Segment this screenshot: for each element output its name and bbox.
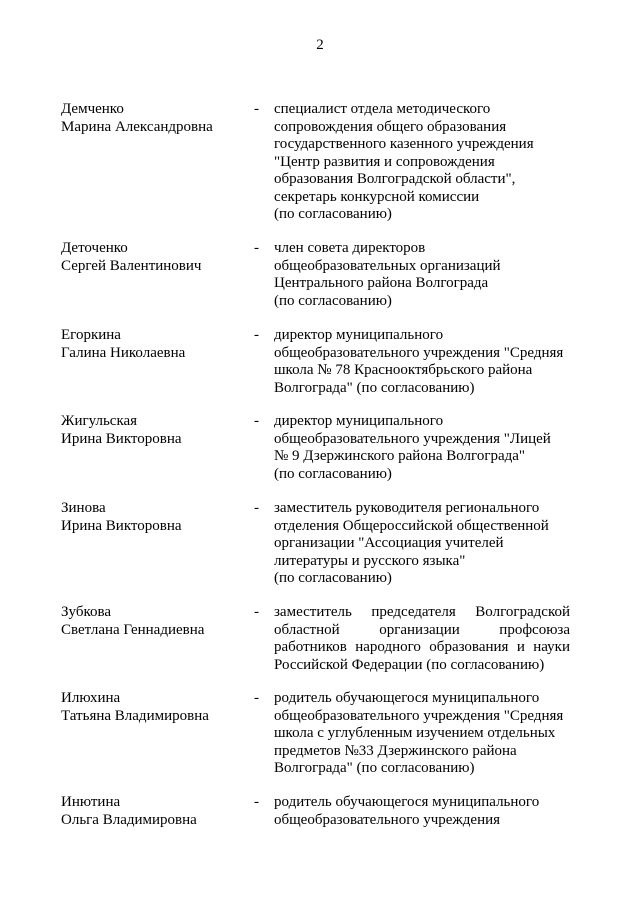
- description-line: член совета директоров: [274, 240, 426, 256]
- member-description: [274, 101, 570, 224]
- description-line: № 9 Дзержинского района Волгограда": [274, 448, 526, 464]
- separator-dash: -: [254, 101, 259, 117]
- member-given-names: Ирина Викторовна: [61, 430, 182, 447]
- description-line: школа с углубленным изучением отдельных: [274, 725, 556, 741]
- member-name: [61, 101, 241, 136]
- description-line: общеобразовательного учреждения: [274, 811, 501, 828]
- member-surname: Жигульская: [61, 413, 138, 429]
- description-line: заместитель руководителя регионального: [274, 500, 540, 516]
- description-line: государственного казенного учреждения: [274, 136, 534, 152]
- description-line: "Центр развития и сопровождения: [274, 153, 495, 170]
- member-description: [274, 794, 570, 829]
- member-name: [61, 240, 241, 275]
- member-description: [274, 327, 570, 397]
- separator-dash: -: [254, 413, 259, 429]
- member-description: [274, 413, 570, 483]
- separator-dash: -: [254, 690, 259, 706]
- member-name: [61, 413, 241, 448]
- description-line: Волгограда" (по согласованию): [274, 379, 475, 396]
- description-line: (по согласованию): [274, 292, 392, 309]
- member-surname: Егоркина: [61, 327, 121, 343]
- description-line: директор муниципального: [274, 327, 444, 343]
- description-line: отделения Общероссийской общественной: [274, 517, 549, 534]
- member-surname: Демченко: [61, 101, 124, 117]
- member-name: [61, 794, 241, 829]
- member-given-names: Татьяна Владимировна: [61, 707, 209, 724]
- page-number: 2: [316, 37, 324, 53]
- description-line: общеобразовательного учреждения "Средняя: [274, 344, 564, 361]
- description-line: общеобразовательного учреждения "Лицей: [274, 430, 551, 447]
- description-line: областной организации профсоюза: [274, 621, 570, 638]
- member-name: [61, 500, 241, 535]
- separator-dash: -: [254, 500, 259, 516]
- description-line: образования Волгоградской области",: [274, 171, 516, 187]
- description-line: Центрального района Волгограда: [274, 275, 489, 291]
- separator-dash: -: [254, 604, 259, 620]
- description-line: общеобразовательного учреждения "Средняя: [274, 707, 564, 724]
- description-line: (по согласованию): [274, 465, 392, 482]
- member-name: [61, 327, 241, 362]
- description-line: общеобразовательных организаций: [274, 257, 501, 274]
- description-line: родитель обучающегося муниципального: [274, 690, 540, 706]
- member-description: [274, 604, 570, 674]
- description-line: заместитель председателя Волгоградской: [274, 604, 570, 620]
- member-description: [274, 500, 570, 588]
- description-line: родитель обучающегося муниципального: [274, 794, 540, 810]
- description-line: Российской Федерации (по согласованию): [274, 656, 545, 673]
- member-surname: Деточенко: [61, 240, 128, 256]
- description-line: организации "Ассоциация учителей: [274, 535, 504, 551]
- member-surname: Зубкова: [61, 604, 112, 620]
- description-line: предметов №33 Дзержинского района: [274, 742, 517, 759]
- member-given-names: Марина Александровна: [61, 118, 213, 135]
- description-line: специалист отдела методического: [274, 101, 491, 117]
- separator-dash: -: [254, 794, 259, 810]
- member-description: [274, 240, 570, 310]
- member-name: [61, 604, 241, 639]
- member-name: [61, 690, 241, 725]
- member-description: [274, 690, 570, 778]
- separator-dash: -: [254, 327, 259, 343]
- description-line: Волгограда" (по согласованию): [274, 760, 475, 776]
- description-line: литературы и русского языка": [274, 552, 466, 569]
- member-surname: Илюхина: [61, 690, 121, 706]
- description-line: директор муниципального: [274, 413, 444, 429]
- description-line: работников народного образования и науки: [274, 639, 570, 655]
- member-given-names: Галина Николаевна: [61, 344, 186, 361]
- member-given-names: Ольга Владимировна: [61, 811, 197, 828]
- description-line: (по согласованию): [274, 206, 392, 222]
- separator-dash: -: [254, 240, 259, 256]
- description-line: сопровождения общего образования: [274, 118, 507, 135]
- member-given-names: Сергей Валентинович: [61, 257, 202, 274]
- member-surname: Инютина: [61, 794, 121, 810]
- description-line: школа № 78 Краснооктябрьского района: [274, 362, 533, 378]
- member-surname: Зинова: [61, 500, 106, 516]
- member-given-names: Светлана Геннадиевна: [61, 621, 205, 638]
- member-given-names: Ирина Викторовна: [61, 517, 182, 534]
- description-line: секретарь конкурсной комиссии: [274, 188, 480, 205]
- description-line: (по согласованию): [274, 570, 392, 586]
